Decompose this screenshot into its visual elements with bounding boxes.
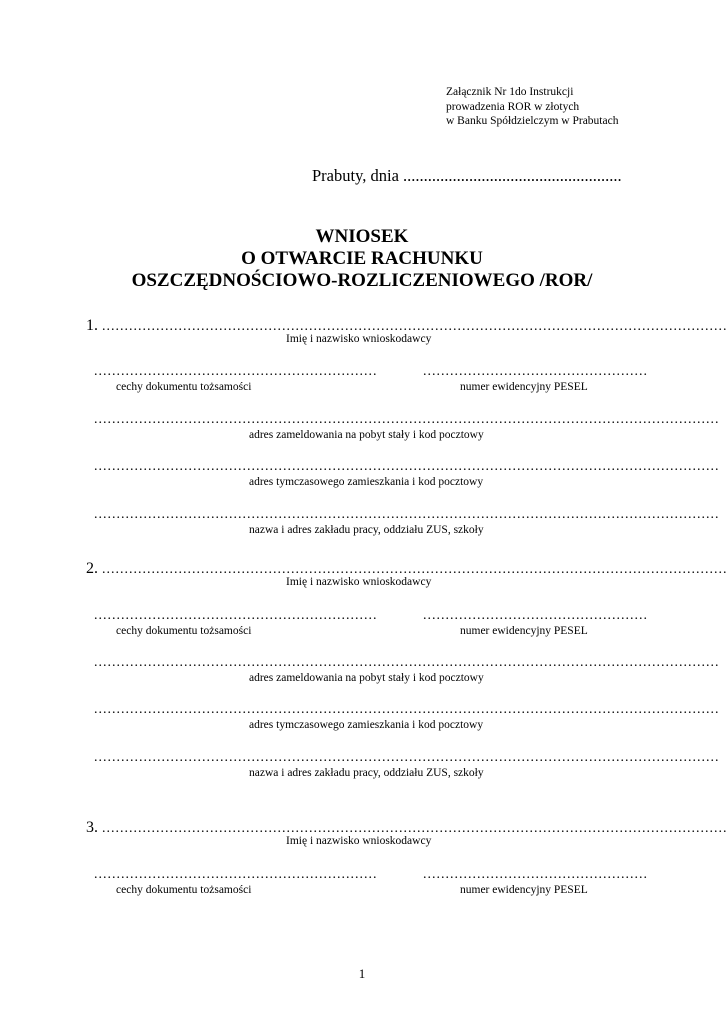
attachment-line-3: w Banku Spółdzielczym w Prabutach — [446, 115, 619, 127]
applicant-1-pesel-label: numer ewidencyjny PESEL — [460, 381, 588, 393]
applicant-3-name-field[interactable] — [86, 819, 728, 836]
applicant-2-pesel-field[interactable]: .................................................. — [423, 608, 648, 623]
applicant-1-perm-address-field[interactable]: ........................................................................................................................................... — [94, 412, 720, 427]
applicant-1-id-label: cechy dokumentu tożsamości — [116, 381, 252, 393]
applicant-3-name-dots: ........................................................................................................................................... — [102, 821, 728, 836]
applicant-1-perm-address-label: adres zameldowania na pobyt stały i kod pocztowy — [249, 429, 484, 441]
attachment-line-1: Załącznik Nr 1do Instrukcji — [446, 86, 574, 98]
applicant-2-perm-address-field[interactable]: ........................................................................................................................................... — [94, 655, 720, 670]
applicant-1-name-dots: ........................................................................................................................................... — [102, 319, 728, 334]
attachment-note — [446, 85, 618, 129]
applicant-2-pesel-label: numer ewidencyjny PESEL — [460, 625, 588, 637]
applicant-1-work-field[interactable]: ........................................................................................................................................... — [94, 507, 720, 522]
title-line-3: OSZCZĘDNOŚCIOWO-ROZLICZENIOWEGO /ROR/ — [131, 270, 593, 291]
applicant-1-temp-address-label: adres tymczasowego zamieszkania i kod pocztowy — [249, 476, 484, 488]
applicant-2-work-field[interactable]: ........................................................................................................................................... — [94, 750, 720, 765]
title-line-2: O OTWARCIE RACHUNKU — [241, 248, 483, 269]
applicant-3-name-label: Imię i nazwisko wnioskodawcy — [286, 835, 432, 847]
document-title — [0, 226, 724, 292]
applicant-1-name-label: Imię i nazwisko wnioskodawcy — [286, 333, 432, 345]
applicant-1-number: 1. — [86, 317, 98, 334]
applicant-2-work-label: nazwa i adres zakładu pracy, oddziału ZUS, szkoły — [249, 767, 484, 779]
applicant-1-temp-address-field[interactable]: ........................................................................................................................................... — [94, 459, 720, 474]
applicant-3-id-label: cechy dokumentu tożsamości — [116, 884, 252, 896]
applicant-2-name-field[interactable] — [86, 560, 728, 577]
applicant-1-pesel-field[interactable]: .................................................. — [423, 364, 648, 379]
applicant-2-temp-address-field[interactable]: ........................................................................................................................................... — [94, 702, 720, 717]
applicant-2-id-label: cechy dokumentu tożsamości — [116, 625, 252, 637]
applicant-3-number: 3. — [86, 819, 98, 836]
applicant-2-number: 2. — [86, 560, 98, 577]
title-line-1: WNIOSEK — [315, 226, 409, 247]
applicant-3-pesel-label: numer ewidencyjny PESEL — [460, 884, 588, 896]
applicant-2-name-label: Imię i nazwisko wnioskodawcy — [286, 576, 432, 588]
applicant-1-work-label: nazwa i adres zakładu pracy, oddziału ZUS, szkoły — [249, 524, 484, 536]
attachment-line-2: prowadzenia ROR w złotych — [446, 100, 580, 113]
applicant-1-id-field[interactable]: ............................................................... — [94, 364, 378, 379]
applicant-3-id-field[interactable]: ............................................................... — [94, 867, 378, 882]
applicant-2-temp-address-label: adres tymczasowego zamieszkania i kod pocztowy — [249, 719, 484, 731]
applicant-1-name-field[interactable] — [86, 317, 728, 334]
applicant-2-id-field[interactable]: ............................................................... — [94, 608, 378, 623]
applicant-2-perm-address-label: adres zameldowania na pobyt stały i kod pocztowy — [249, 672, 484, 684]
place-date-field[interactable]: Prabuty, dnia ..................................................... — [312, 166, 622, 185]
applicant-2-name-dots: ........................................................................................................................................... — [102, 562, 728, 577]
applicant-3-pesel-field[interactable]: .................................................. — [423, 867, 648, 882]
page-number: 1 — [358, 966, 366, 981]
